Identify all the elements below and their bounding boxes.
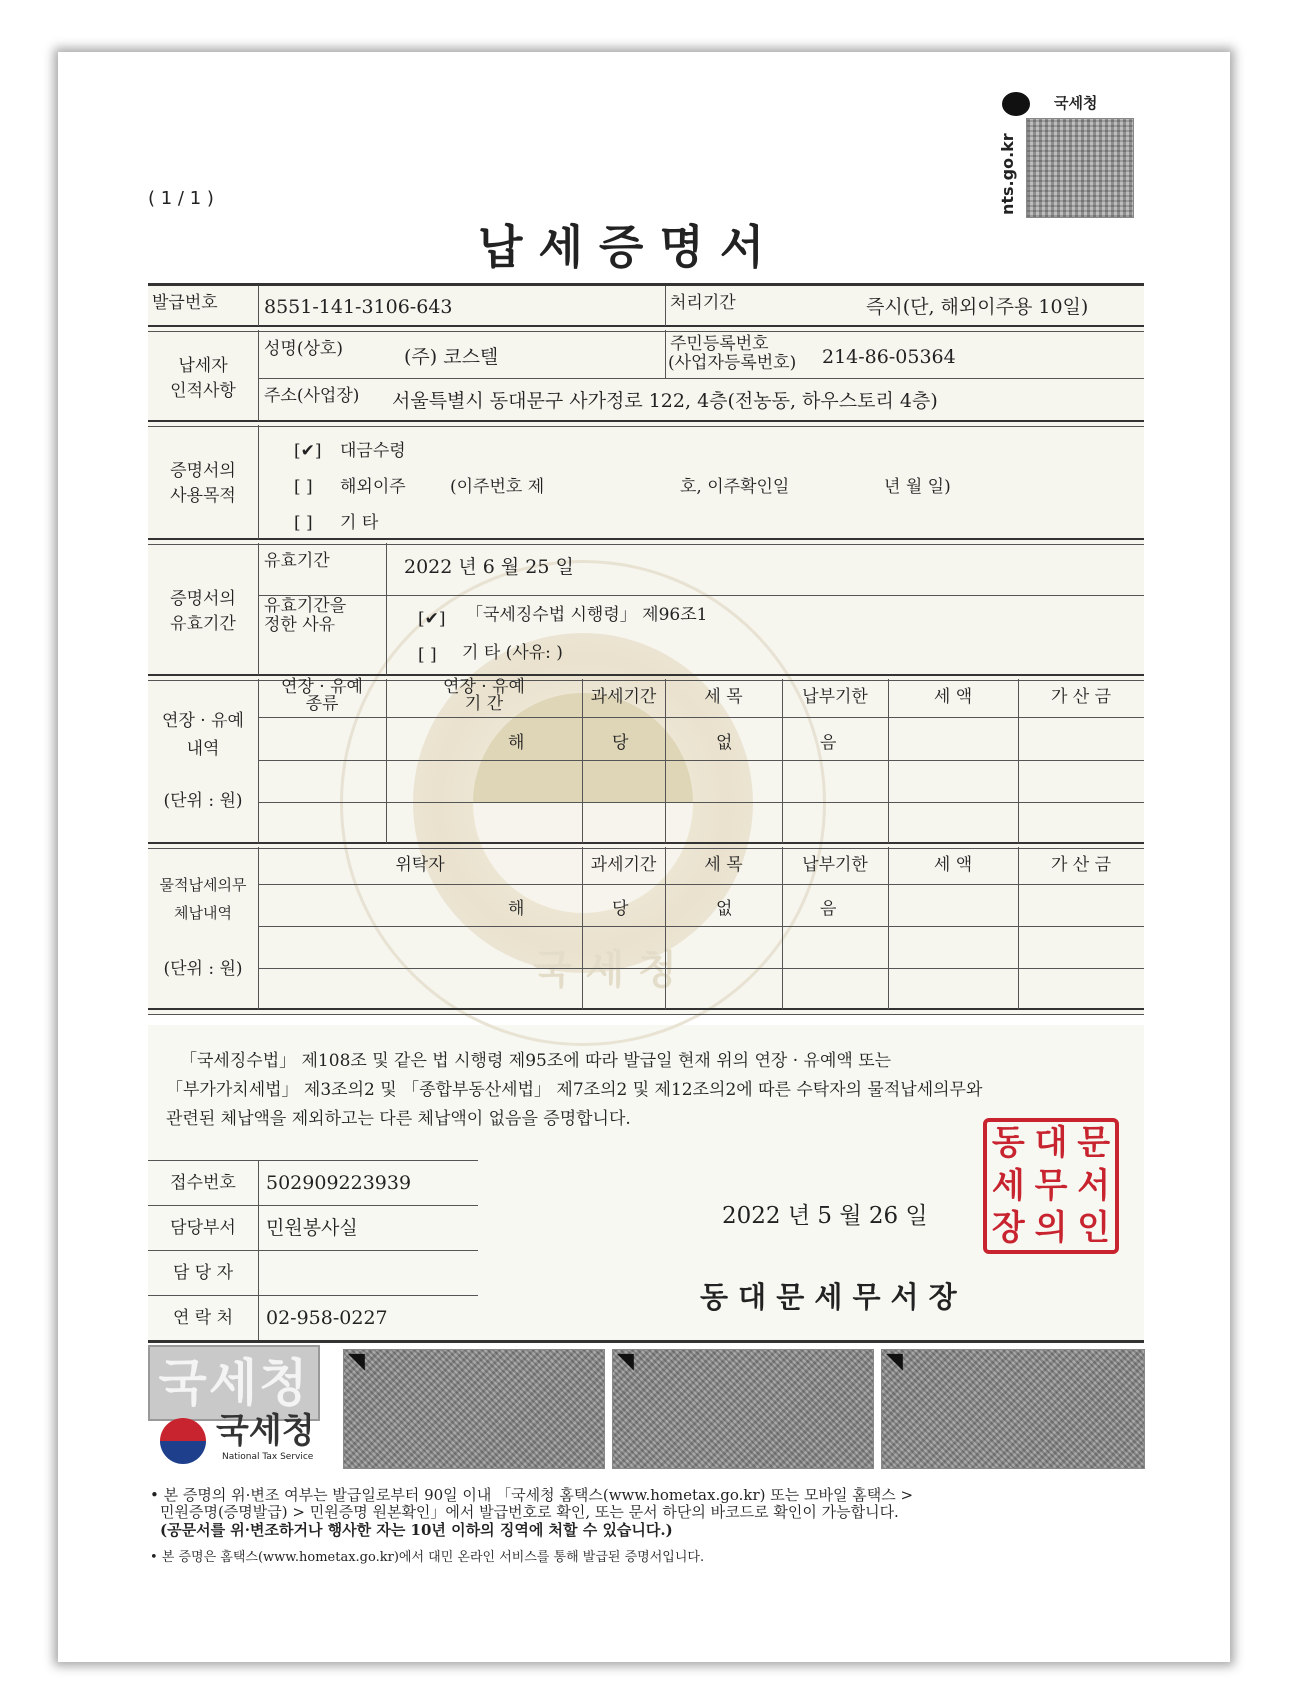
seal-char: 인 <box>1077 1208 1111 1249</box>
agency-small: 국세청 <box>1054 94 1098 112</box>
rule <box>258 802 1144 803</box>
rule <box>258 595 1144 596</box>
col-trustor: 위탁자 <box>395 855 445 875</box>
dept-label: 담당부서 <box>170 1218 236 1238</box>
rule <box>258 717 1144 718</box>
trust-section-label-2: 체납내역 <box>174 904 232 922</box>
rule <box>148 325 1144 332</box>
rule <box>148 283 1144 286</box>
rule <box>258 378 1144 379</box>
seal-char: 장 <box>991 1208 1025 1249</box>
rule <box>258 884 1144 885</box>
validity-period-value: 2022 년 6 월 25 일 <box>404 556 574 578</box>
nts-logo-en: National Tax Service <box>222 1452 314 1462</box>
rule <box>148 1205 478 1206</box>
col-due-date: 납부기한 <box>802 687 868 707</box>
rule <box>148 538 1144 545</box>
rule <box>665 330 666 378</box>
seal-char: 문 <box>1077 1123 1111 1163</box>
none-word: 당 <box>612 899 629 919</box>
processing-period-label: 처리기간 <box>670 293 736 313</box>
trust-unit: (단위 : 원) <box>163 959 243 979</box>
seal-char: 의 <box>1034 1208 1068 1249</box>
receipt-label: 접수번호 <box>170 1173 236 1193</box>
purpose-option2-checkbox: [ ] <box>294 477 313 497</box>
rule <box>258 425 259 539</box>
seal-char: 무 <box>1034 1165 1068 1206</box>
nts-mascot-icon <box>1002 92 1030 116</box>
col-tax-amount: 세 액 <box>933 687 973 707</box>
page-count: ( 1 / 1 ) <box>148 188 214 209</box>
col-tax-period: 과세기간 <box>590 855 657 875</box>
col-extension-type: 연장 · 유예 <box>281 677 363 697</box>
footer-note-1: • 본 증명의 위·변조 여부는 발급일로부터 90일 이내 「국세청 홈택스(www.hometax.go.kr) 또는 모바일 홈택스 > <box>150 1486 914 1504</box>
rule <box>148 1295 478 1296</box>
col-tax-item: 세 목 <box>704 855 743 875</box>
seal-char: 대 <box>1034 1123 1068 1163</box>
barcode-1: ◥ <box>343 1349 605 1469</box>
none-word: 음 <box>820 733 837 753</box>
contact-label: 연 락 처 <box>172 1308 234 1328</box>
validity-reason1-checkbox: [✔] <box>418 609 446 629</box>
emigration-number: (이주번호 제 <box>450 477 545 497</box>
col-extension-period: 연장 · 유예 <box>443 677 525 697</box>
regno-label-2: (사업자등록번호) <box>668 353 797 373</box>
person-label: 담 당 자 <box>172 1263 234 1283</box>
validity-reason2-checkbox: [ ] <box>418 645 437 665</box>
rule <box>148 1160 478 1161</box>
rule <box>258 760 1144 761</box>
processing-period-value: 즉시(단, 해외이주용 10일) <box>866 296 1089 318</box>
validity-section-label-2: 유효기간 <box>170 614 236 634</box>
statement-line1: 「국세징수법」 제108조 및 같은 법 시행령 제95조에 따라 발급일 현재 위의 연장 · 유예액 또는 <box>180 1051 892 1071</box>
col-tax-period: 과세기간 <box>590 687 657 707</box>
statement-line2: 「부가가치세법」 제3조의2 및 「종합부동산세법」 제7조의2 및 제12조의2에 따른 수탁자의 물적납세의무와 <box>166 1080 983 1100</box>
none-word: 음 <box>820 899 837 919</box>
nts-logo-icon <box>160 1418 206 1464</box>
footer-note-2: 민원증명(증명발급) > 민원증명 원본확인」에서 발급번호로 확인, 또는 문서 하단의 바코드로 확인이 가능합니다. <box>160 1503 899 1521</box>
taxpayer-section-label-2: 인적사항 <box>170 381 236 401</box>
receipt-value: 502909223939 <box>266 1172 412 1194</box>
validity-reason1-label: 「국세징수법 시행령」 제96조1 <box>466 605 708 625</box>
rule <box>148 1008 1144 1015</box>
purpose-option2-label: 해외이주 <box>340 477 406 497</box>
none-word: 해 <box>508 733 525 753</box>
address-label: 주소(사업장) <box>264 386 360 406</box>
rule <box>665 286 666 326</box>
name-value: (주) 코스텔 <box>404 346 499 368</box>
regno-value: 214-86-05364 <box>822 346 956 368</box>
rule <box>148 1250 478 1251</box>
rule <box>258 330 259 421</box>
rule <box>258 1160 259 1340</box>
validity-reason2-label: 기 타 (사유: ) <box>462 643 563 663</box>
purpose-option1-label: 대금수령 <box>340 441 406 461</box>
watermark-text: 국 세 청 <box>533 946 677 993</box>
barcode-2: ◥ <box>612 1349 874 1469</box>
rule <box>258 286 259 326</box>
extension-unit: (단위 : 원) <box>163 791 243 811</box>
nts-logo-text: 국세청 <box>216 1411 315 1451</box>
seal-char: 서 <box>1077 1165 1111 1206</box>
col-due-date: 납부기한 <box>802 855 868 875</box>
issue-number-value: 8551-141-3106-643 <box>264 296 453 318</box>
none-word: 해 <box>508 899 525 919</box>
issuing-office: 동 대 문 세 무 서 장 <box>700 1280 957 1314</box>
validity-period-label: 유효기간 <box>264 551 330 571</box>
extension-section-label: 연장 · 유예 <box>162 711 244 731</box>
taxpayer-section-label: 납세자 <box>178 356 228 376</box>
dept-value: 민원봉사실 <box>266 1217 358 1239</box>
issue-date: 2022 년 5 월 26 일 <box>722 1203 928 1229</box>
trust-section-label: 물적납세의무 <box>159 876 247 894</box>
col-tax-amount: 세 액 <box>933 855 973 875</box>
statement-line3: 관련된 체납액을 제외하고는 다른 체납액이 없음을 증명합니다. <box>166 1109 631 1129</box>
name-label: 성명(상호) <box>264 339 343 359</box>
site-vertical: nts.go.kr <box>998 133 1017 215</box>
emigration-date: 년 월 일) <box>884 477 951 497</box>
rule <box>386 543 387 675</box>
qr-code <box>1026 118 1134 218</box>
purpose-section-label: 증명서의 <box>170 461 236 481</box>
footer-warning: (공문서를 위·변조하거나 행사한 자는 10년 이하의 징역에 처할 수 있습니다.) <box>160 1521 673 1539</box>
official-seal <box>983 1118 1119 1254</box>
barcode-3: ◥ <box>881 1349 1145 1469</box>
footer-note-3: • 본 증명은 홈택스(www.hometax.go.kr)에서 대민 온라인 서비스를 통해 발급된 증명서입니다. <box>150 1550 705 1565</box>
address-value: 서울특별시 동대문구 사가정로 122, 4층(전농동, 하우스토리 4층) <box>392 390 938 412</box>
validity-section-label: 증명서의 <box>170 589 236 609</box>
seal-char: 세 <box>991 1165 1025 1206</box>
nts-gray-stamp: 국세청 <box>148 1345 320 1421</box>
issue-number-label: 발급번호 <box>152 293 218 313</box>
regno-label: 주민등록번호 <box>670 334 769 354</box>
col-penalty: 가 산 금 <box>1050 855 1112 875</box>
emigration-date-label: 호, 이주확인일 <box>680 477 790 497</box>
rule <box>148 420 1144 427</box>
col-extension-period-2: 기 간 <box>464 694 504 714</box>
purpose-option3-label: 기 타 <box>340 513 379 533</box>
purpose-section-label-2: 사용목적 <box>170 486 236 506</box>
col-penalty: 가 산 금 <box>1050 687 1112 707</box>
validity-reason-label: 유효기간을 <box>264 596 347 616</box>
col-tax-item: 세 목 <box>704 687 743 707</box>
purpose-option3-checkbox: [ ] <box>294 513 313 533</box>
contact-value: 02-958-0227 <box>266 1307 388 1329</box>
rule <box>148 842 1144 849</box>
none-word: 없 <box>716 899 733 919</box>
document-title: 납 세 증 명 서 <box>478 220 765 274</box>
rule <box>258 926 1144 927</box>
none-word: 당 <box>612 733 629 753</box>
nts-watermark <box>340 560 826 1046</box>
rule <box>148 1340 1144 1343</box>
rule <box>258 968 1144 969</box>
seal-char: 동 <box>991 1123 1025 1163</box>
col-extension-type-2: 종류 <box>305 694 339 714</box>
rule <box>258 543 259 675</box>
none-word: 없 <box>716 733 733 753</box>
validity-reason-label-2: 정한 사유 <box>264 615 336 635</box>
extension-section-label-2: 내역 <box>186 739 220 759</box>
purpose-option1-checkbox: [✔] <box>294 441 322 461</box>
